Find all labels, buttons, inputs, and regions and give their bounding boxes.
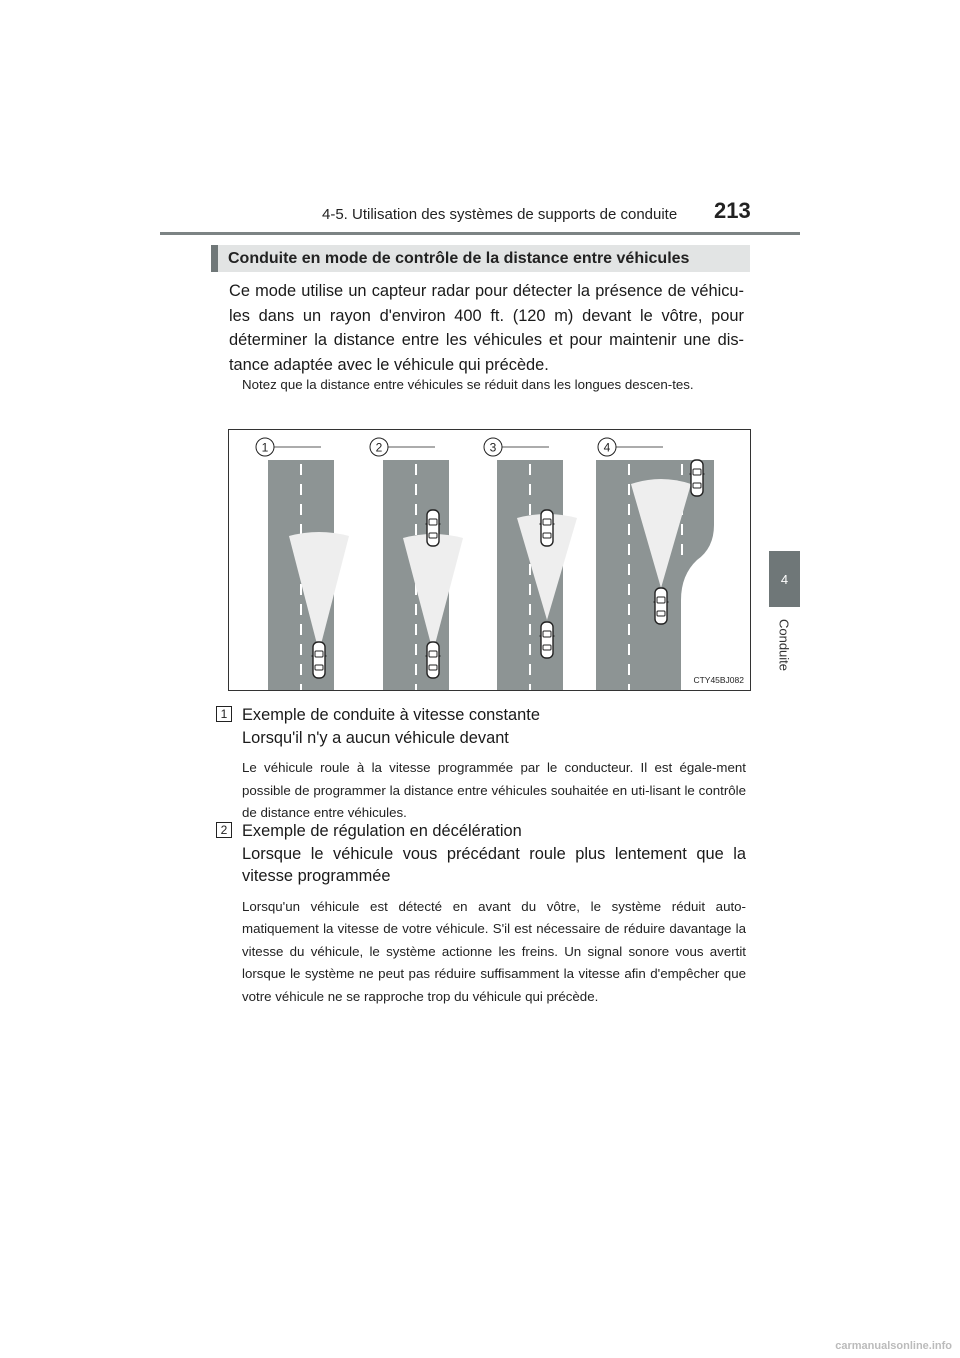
- chapter-tab: 4: [769, 551, 800, 607]
- illustration-drawing: [229, 430, 750, 690]
- item-2-title-line1: Exemple de régulation en décélération: [242, 822, 522, 840]
- note-paragraph: Notez que la distance entre véhicules se réduit dans les longues descen-tes.: [242, 377, 694, 392]
- road-3: [497, 460, 577, 690]
- callout-2-label: 2: [375, 440, 383, 455]
- own-vehicle-1: [312, 642, 327, 678]
- own-vehicle-4: [654, 588, 669, 624]
- section-heading: [211, 245, 750, 272]
- callout-1: [256, 438, 321, 456]
- section-heading-text: Conduite en mode de contrôle de la distance entre véhicules: [228, 249, 690, 267]
- item-1-description: Le véhicule roule à la vitesse programmée par le conducteur. Il est égale-ment possible de programmer la distance entre véhicules souhaitée en uti-lisant le contrôle de distance entre véhicules.: [242, 760, 746, 820]
- item-2-description: Lorsqu'un véhicule est détecté en avant du vôtre, le système réduit auto-matiquement la vitesse de votre véhicule. S'il est nécessaire de réduire davantage la vitesse du véhicule, le système actionne les freins. Un signal sonore vous avertit lorsque le système ne peut pas réduire suffisamment la vitesse afin d'empêcher que votre véhicule ne se rapproche trop du véhicule qui précède.: [242, 898, 746, 1004]
- item-2-marker: 2: [216, 822, 232, 838]
- header-rule: [160, 232, 800, 235]
- road-2: [383, 460, 463, 690]
- road-4: [596, 460, 714, 690]
- item-1-title-line1: Exemple de conduite à vitesse constante: [242, 706, 540, 724]
- page-number: 213: [714, 198, 751, 223]
- item-1-marker: 1: [216, 706, 232, 722]
- road-1: [268, 460, 349, 690]
- callout-4-label: 4: [603, 440, 611, 455]
- example-item-2: [216, 820, 746, 1008]
- callout-2: [370, 438, 435, 456]
- example-item-1: [216, 704, 746, 825]
- own-vehicle-3: [540, 622, 555, 658]
- callout-3: [484, 438, 549, 456]
- preceding-vehicle-4: [690, 460, 705, 496]
- preceding-vehicle-3: [540, 510, 555, 546]
- callout-3-label: 3: [489, 440, 497, 455]
- callout-1-label: 1: [261, 440, 269, 455]
- running-header: 4-5. Utilisation des systèmes de supports de conduite: [322, 206, 678, 223]
- intro-paragraph: Ce mode utilise un capteur radar pour détecter la présence de véhicu-les dans un rayon d'environ 400 ft. (120 m) devant le vôtre, pour déterminer la distance entre les véhicules et pour maintenir une dis-tance adaptée avec le véhicule qui précède.: [229, 282, 744, 374]
- item-2-title: [242, 820, 746, 888]
- item-1-title-line2: Lorsqu'il n'y a aucun véhicule devant: [242, 728, 509, 747]
- chapter-label: Conduite: [776, 618, 792, 672]
- own-vehicle-2: [426, 642, 441, 678]
- callout-4: [598, 438, 663, 456]
- figure-code: CTY45BJ082: [693, 675, 744, 685]
- preceding-vehicle-2: [426, 510, 441, 546]
- site-watermark: carmanualsonline.info: [835, 1340, 952, 1352]
- item-2-title-line2: Lorsque le véhicule vous précédant roule plus lentement que la vitesse programmée: [242, 844, 746, 885]
- acc-illustration: [228, 429, 751, 691]
- item-1-title: [242, 704, 746, 749]
